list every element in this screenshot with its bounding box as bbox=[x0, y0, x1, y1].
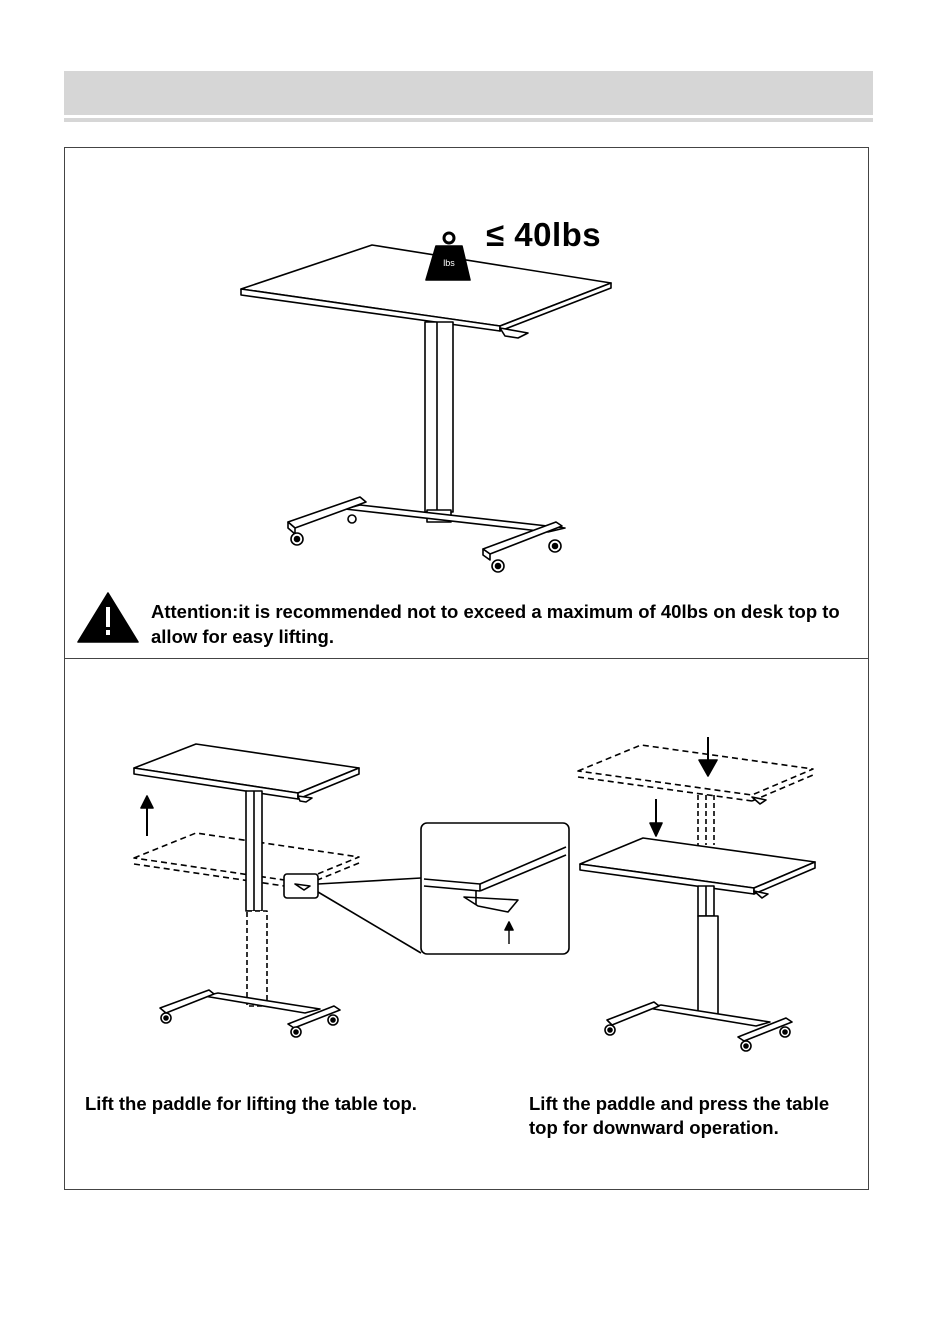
lower-caption: Lift the paddle and press the table top for downward operation. bbox=[529, 1093, 830, 1138]
weight-icon bbox=[426, 233, 470, 280]
warning-icon bbox=[78, 593, 138, 642]
weight-limit-label: ≤ 40lbs bbox=[486, 216, 602, 253]
desk-lift-illustration bbox=[134, 744, 421, 1037]
paddle-detail-illustration bbox=[421, 823, 569, 954]
desk-lower-illustration bbox=[578, 737, 815, 1051]
weight-unit-label: lbs bbox=[443, 258, 455, 268]
desk-illustration-top bbox=[241, 245, 611, 572]
lift-caption: Lift the paddle for lifting the table top. bbox=[85, 1093, 417, 1114]
attention-text: Attention:it is recommended not to exceed a maximum of 40lbs on desk top to allow for easy lifting. bbox=[151, 601, 840, 647]
